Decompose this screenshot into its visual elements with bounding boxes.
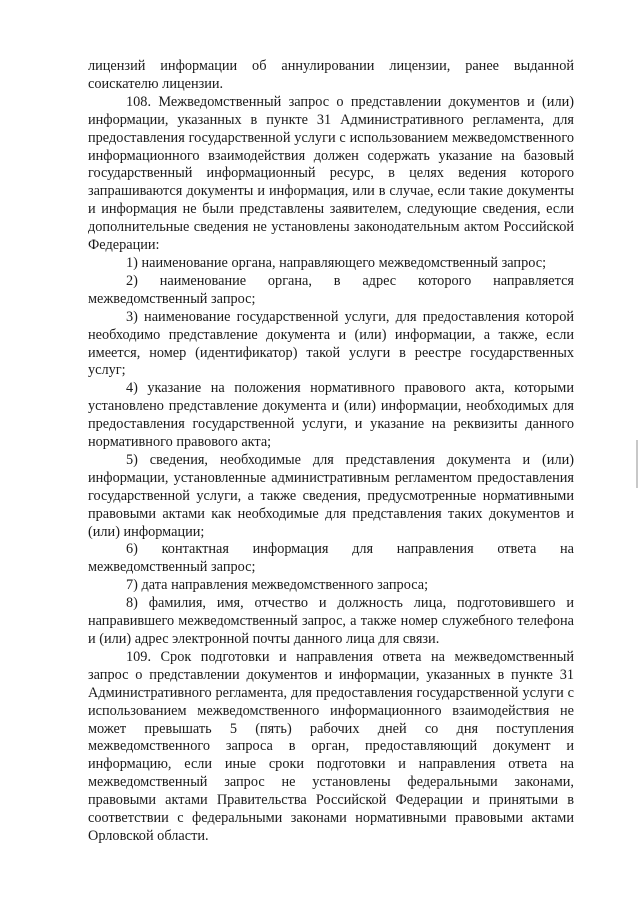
list-item-7: 7) дата направления межведомственного запроса;	[126, 577, 429, 594]
paragraph-108: 108. Межведомственный запрос о представлении документов и (или) информации, указанных в пункте 31 Административного регламента, для предоставления государственной услуги с использованием межведомственного информационного взаимодействия должен содержать указание на базовый государственный информационный ресурс, в целях ведения которого запрашиваются документы и информация, или в случае, если такие документы и информация не были представлены заявителем, следующие сведения, если дополнительные сведения не установлены законодательным актом Российской Федерации:	[88, 93, 574, 254]
list-item-3: 3) наименование государственной услуги, для предоставления которой необходимо представление документа и (или) информации, а также, если имеется, номер (идентификатор) такой услуги в реестре государственных услуг;	[88, 308, 574, 379]
scan-edge-mark	[636, 440, 638, 488]
list-item-2: 2) наименование органа, в адрес которого направляется межведомственный запрос;	[88, 272, 574, 307]
list-item-4: 4) указание на положения нормативного правового акта, которыми установлено представление документа и (или) информации, необходимых для предоставления государственной услуги, и указание на реквизиты данного нормативного правового акта;	[88, 380, 574, 451]
document-page	[88, 58, 574, 846]
paragraph-license-continuation: лицензий информации об аннулировании лицензии, ранее выданной соискателю лицензии.	[88, 58, 574, 92]
list-item-1: 1) наименование органа, направляющего межведомственный запрос;	[126, 254, 547, 271]
list-item-8: 8) фамилия, имя, отчество и должность лица, подготовившего и направившего межведомственный запрос, а также номер служебного телефона и (или) адрес электронной почты данного лица для связи.	[88, 595, 574, 647]
paragraph-109: 109. Срок подготовки и направления ответа на межведомственный запрос о представлении документов и информации, указанных в пункте 31 Административного регламента, для предоставления государственной услуги с использованием межведомственного информационного взаимодействия не может превышать 5 (пять) рабочих дней со дня поступления межведомственного запроса в орган, предоставляющий документ и информацию, если иные сроки подготовки и направления ответа на межведомственный запрос не установлены федеральными законами, правовыми актами Правительства Российской Федерации и принятыми в соответствии с федеральными законами нормативными правовыми актами Орловской области.	[88, 648, 574, 844]
list-item-6: 6) контактная информация для направления ответа на межведомственный запрос;	[88, 541, 574, 576]
list-item-5: 5) сведения, необходимые для представления документа и (или) информации, установленные административным регламентом предоставления государственной услуги, а также сведения, предусмотренные нормативными правовыми актами как необходимые для представления таких документов и (или) информации;	[88, 451, 574, 540]
